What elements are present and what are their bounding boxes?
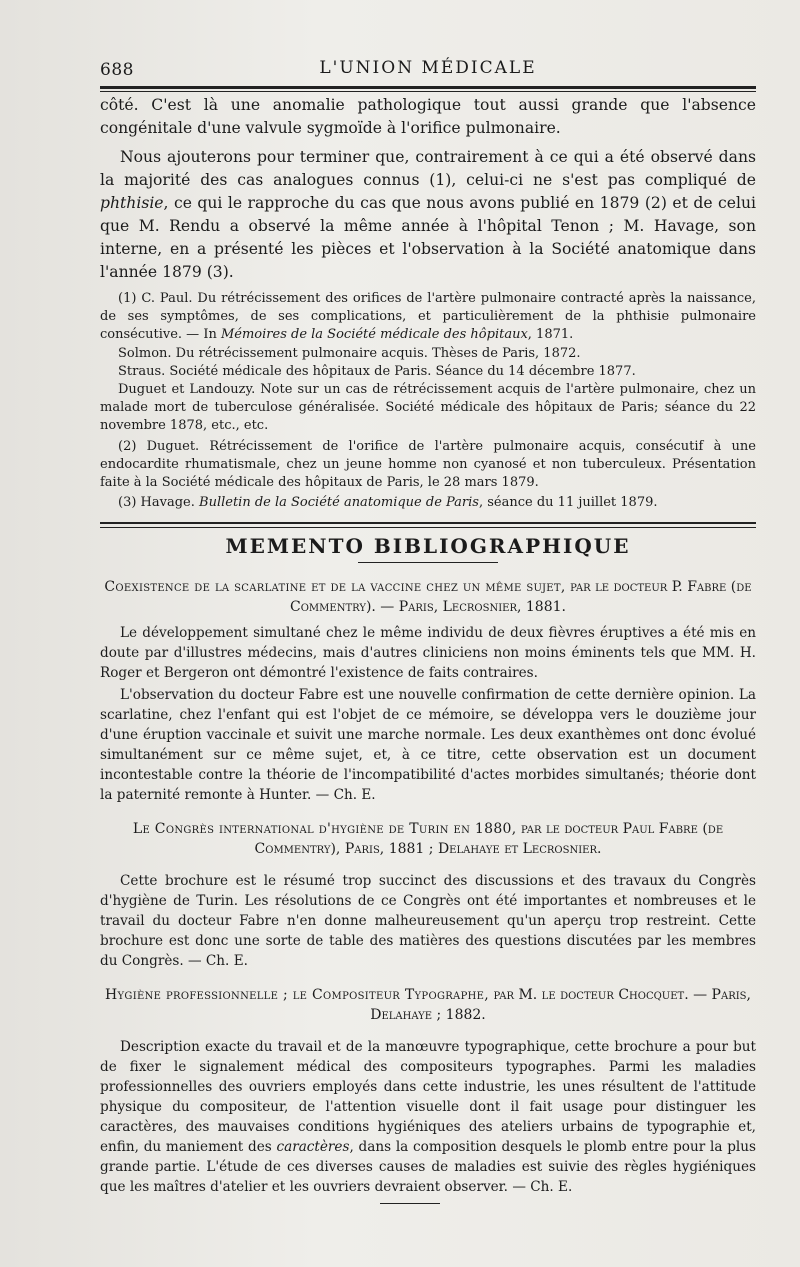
footnote-1-solmon: Solmon. Du rétrécissement pulmonaire acquis. Thèses de Paris, 1872. <box>118 345 581 361</box>
header-rule <box>100 86 756 89</box>
memento-heading: MEMENTO BIBLIOGRAPHIQUE <box>225 534 631 559</box>
memento-entry-2 <box>100 819 756 971</box>
entry-2-title: Le Congrès international d'hygiène de Turin en 1880, par le docteur Paul Fabre (de Commentry), Paris, 1881 ; Delahaye et Lecrosnier. <box>132 820 724 857</box>
footnote-1: (1) C. Paul. Du rétrécissement des orifices de l'artère pulmonaire contracté après la naissance, de ses symptômes, de ses complications, et particulièrement de la phthisie pulmonaire consécutive. — In Mémoires de la Société médicale des hôpitaux, 1871. <box>100 291 756 343</box>
running-head <box>100 52 756 82</box>
paragraph-continuation: côté. C'est là une anomalie pathologique tout aussi grande que l'absence congénitale d'une valvule sygmoïde à l'orifice pulmonaire. <box>100 96 756 137</box>
entry-1-paragraph-1: Le développement simultané chez le même individu de deux fièvres éruptives a été mis en doute par d'illustres médecins, mais d'autres cliniciens non moins éminents tels que MM. H. Roger et Bergeron ont démontré l'existence de faits contraires. <box>100 624 756 681</box>
entry-3-paragraph-1: Description exacte du travail et de la manœuvre typographique, cette brochure a pour but de fixer le signalement médical des compositeurs typographes. Parmi les maladies professionnelles des ouvriers employés dans cette industrie, les unes résultent de l'attitude physique du compositeur, de l'attention visuelle dont il fait usage pour distinguer les caractères, des mauvaises conditions hygiéniques des ateliers urbains de typographie et, enfin, du maniement des caractères, dans la composition desquels le plomb entre pour la plus grande partie. L'étude de ces diverses causes de maladies est suivie des règles hygiéniques que les maîtres d'atelier et les ouvriers devraient observer. — Ch. E. <box>100 1038 756 1195</box>
entry-1-title: Coexistence de la scarlatine et de la vaccine chez un même sujet, par le docteur P. Fabre (de Commentry). — Paris, Lecrosnier, 1881. <box>104 578 752 615</box>
memento-entry-3 <box>100 985 756 1197</box>
page-number: 688 <box>100 60 134 80</box>
entry-3-title: Hygiène professionnelle ; le Compositeur Typographe, par M. le docteur Chocquet. — Paris, Delahaye ; 1882. <box>105 986 751 1023</box>
footnote-1-duguet: Duguet et Landouzy. Note sur un cas de rétrécissement acquis de l'artère pulmonaire, chez un malade mort de tuberculose généralisée. Société médicale des hôpitaux de Paris; séance du 22 novembre 1878, etc., etc. <box>100 382 756 434</box>
memento-rule <box>358 562 498 563</box>
journal-title: L'UNION MÉDICALE <box>319 58 537 78</box>
footnote-1-straus: Straus. Société médicale des hôpitaux de Paris. Séance du 14 décembre 1877. <box>118 363 636 379</box>
memento-entry-1 <box>100 577 756 805</box>
footnote-3: (3) Havage. Bulletin de la Société anatomique de Paris, séance du 11 juillet 1879. <box>118 495 658 511</box>
section-rule <box>100 522 756 528</box>
emphasis-phthisie: phthisie <box>100 194 164 212</box>
paragraph-conclusion: Nous ajouterons pour terminer que, contrairement à ce qui a été observé dans la majorité des cas analogues connus (1), celui-ci ne s'est pas compliqué de phthisie, ce qui le rapproche du cas que nous avons publié en 1879 (2) et de celui que M. Rendu a observé la même année à l'hôpital Tenon ; M. Havage, son interne, en a présenté les pièces et l'observation à la Société anatomique dans l'année 1879 (3). <box>100 148 756 281</box>
page-body <box>100 94 756 1199</box>
footer-rule <box>380 1203 440 1204</box>
entry-1-paragraph-2: L'observation du docteur Fabre est une nouvelle confirmation de cette dernière opinion. La scarlatine, chez l'enfant qui est l'objet de ce mémoire, se développa vers le douzième jour d'une éruption vaccinale et suivit une marche normale. Les deux exanthèmes ont donc évolué simultanément sur ce même sujet, et, à ce titre, cette observation est un document incontestable contre la théorie de l'incompatibilité d'actes morbides simultanés; théorie dont la paternité remonte à Hunter. — Ch. E. <box>100 686 756 803</box>
footnotes <box>100 290 756 512</box>
entry-2-paragraph-1: Cette brochure est le résumé trop succinct des discussions et des travaux du Congrès d'hygiène de Turin. Les résolutions de ce Congrès ont été importantes et nombreuses et le travail du docteur Fabre n'en donne malheureusement qu'un aperçu trop restreint. Cette brochure est donc une sorte de table des matières des questions discutées par les membres du Congrès. — Ch. E. <box>100 872 756 969</box>
footnote-2: (2) Duguet. Rétrécissement de l'orifice de l'artère pulmonaire acquis, consécutif à une endocardite rhumatismale, chez un jeune homme non cyanosé et non tuberculeux. Présentation faite à la Société médicale des hôpitaux de Paris, le 28 mars 1879. <box>100 438 756 491</box>
